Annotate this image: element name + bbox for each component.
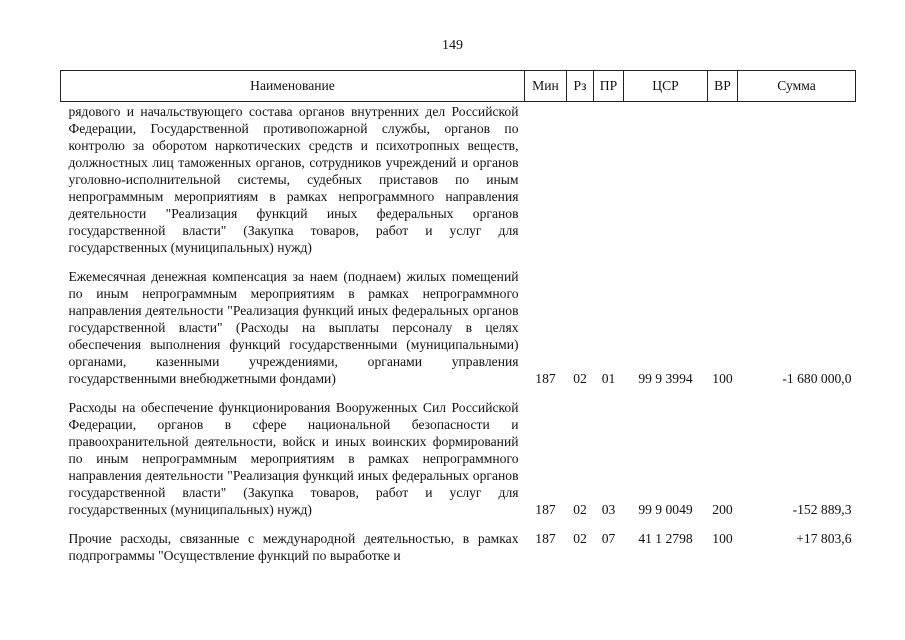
row-sum: +17 803,6 [796, 531, 852, 546]
row-pr: 07 [601, 531, 616, 546]
row-vr: 100 [712, 531, 733, 546]
row-csr: 41 1 2798 [638, 531, 693, 546]
row-rz: 02 [573, 502, 587, 517]
row-name: Прочие расходы, связанные с международной деятельностью, в рамках подпрограммы "Осуществление функций по выработке и [68, 531, 519, 563]
row-name: рядового и начальствующего состава органов внутренних дел Российской Федерации, Государственной противопожарной службы, органов по контролю за оборотом наркотических средств и психотропных веществ, должностных лиц таможенных органов, сотрудников учреждений и органов уголовно-исполнительной системы, судебных приставов по иным непрограммным мероприятиям в рамках непрограммного направления деятельности "Реализация функций иных федеральных органов государственной власти" (Закупка товаров, работ и услуг для государственных (муниципальных) нужд) [68, 104, 519, 255]
row-rz: 02 [573, 531, 587, 546]
header-csr: ЦСР [624, 71, 708, 102]
row-csr: 99 9 0049 [638, 502, 693, 517]
row-pr: 01 [601, 371, 616, 386]
row-pr: 03 [601, 502, 616, 517]
budget-table [60, 70, 856, 564]
header-name: Наименование [61, 71, 525, 102]
header-rz: Рз [567, 71, 594, 102]
table-header-row [61, 71, 856, 102]
row-csr [624, 102, 708, 257]
row-pr [594, 102, 624, 257]
row-vr: 100 [712, 371, 733, 386]
row-vr: 200 [712, 502, 733, 517]
row-sum: -152 889,3 [792, 502, 852, 517]
row-vr [708, 102, 738, 257]
table-row [61, 268, 856, 387]
row-min: 187 [535, 371, 556, 386]
row-sum [738, 102, 856, 257]
row-name: Ежемесячная денежная компенсация за наем (поднаем) жилых помещений по иным непрограммным мероприятиям в рамках непрограммного направления деятельности "Реализация функций иных федеральных органов государственной власти" (Расходы на выплаты персоналу в целях обеспечения выполнения функций государственными (муниципальными) органами, казенными учреждениями, органами управления государственными внебюджетными фондами) [68, 269, 519, 386]
page-number: 149 [442, 38, 463, 53]
row-min: 187 [535, 531, 556, 546]
row-sum: -1 680 000,0 [782, 371, 852, 386]
header-sum: Сумма [738, 71, 856, 102]
table-row [61, 102, 856, 257]
row-rz [567, 102, 594, 257]
header-vr: ВР [708, 71, 738, 102]
table-row [61, 530, 856, 564]
row-rz: 02 [573, 371, 587, 386]
row-min [525, 102, 567, 257]
row-name: Расходы на обеспечение функционирования Вооруженных Сил Российской Федерации, органов в сфере национальной безопасности и правоохранительной деятельности, войск и иных воинских формирований по иным непрограммным мероприятиям в рамках непрограммного направления деятельности "Реализация функций иных федеральных органов государственной власти" (Закупка товаров, работ и услуг для государственных (муниципальных) нужд) [68, 400, 519, 517]
header-pr: ПР [594, 71, 624, 102]
row-min: 187 [535, 502, 556, 517]
table-row [61, 399, 856, 518]
row-csr: 99 9 3994 [638, 371, 693, 386]
header-min: Мин [525, 71, 567, 102]
